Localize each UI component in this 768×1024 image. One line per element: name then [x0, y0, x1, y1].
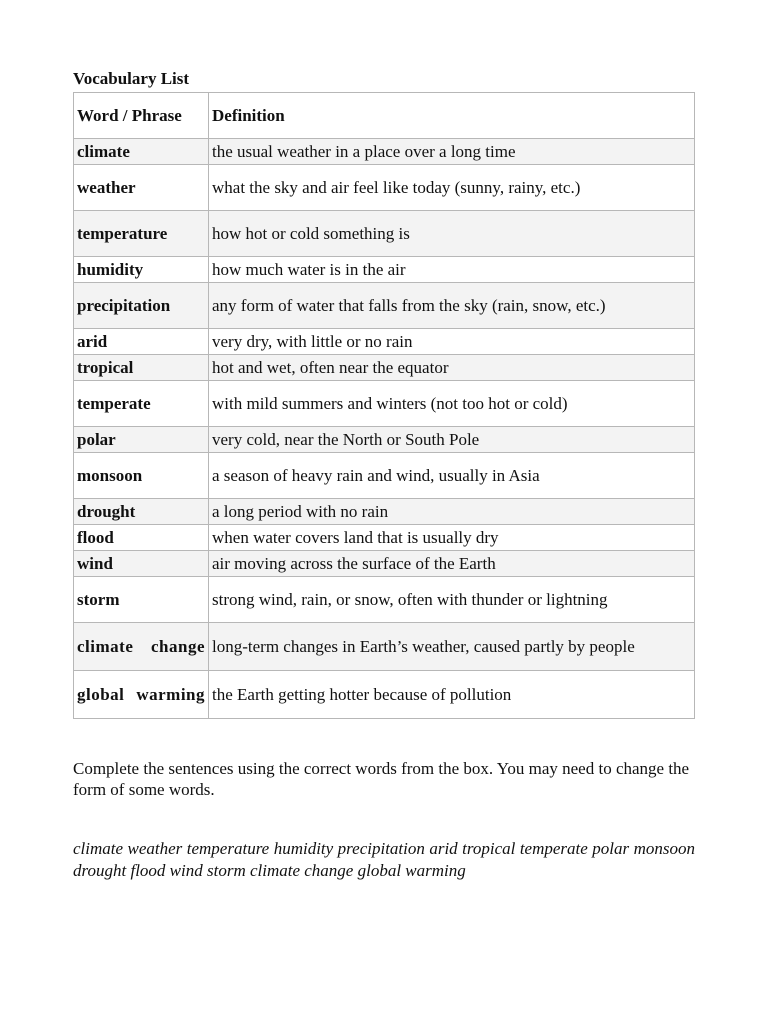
table-row — [74, 623, 695, 671]
word-bank-item: polar — [592, 839, 630, 858]
term-cell: storm — [74, 577, 209, 623]
definition-cell: what the sky and air feel like today (sunny, rainy, etc.) — [209, 165, 695, 211]
table-row — [74, 139, 695, 165]
table-row — [74, 551, 695, 577]
table-header-row — [74, 93, 695, 139]
definition-cell: air moving across the surface of the Earth — [209, 551, 695, 577]
term-cell: flood — [74, 525, 209, 551]
table-row — [74, 525, 695, 551]
instructions-text: Complete the sentences using the correct words from the box. You may need to change the form of some words. — [73, 759, 690, 799]
word-bank-item: arid — [429, 839, 458, 858]
word-bank-item: wind — [169, 861, 203, 880]
table-row — [74, 453, 695, 499]
definition-cell: long-term changes in Earth’s weather, caused partly by people — [209, 623, 695, 671]
term-cell: wind — [74, 551, 209, 577]
table-row — [74, 427, 695, 453]
word-bank-item: humidity — [273, 839, 334, 858]
definition-cell: a season of heavy rain and wind, usually in Asia — [209, 453, 695, 499]
table-row — [74, 577, 695, 623]
word-bank — [73, 838, 695, 882]
term-cell: humidity — [74, 257, 209, 283]
definition-cell: a long period with no rain — [209, 499, 695, 525]
definition-cell: how hot or cold something is — [209, 211, 695, 257]
definition-cell: when water covers land that is usually dry — [209, 525, 695, 551]
word-bank-item: storm — [206, 861, 246, 880]
table-row — [74, 257, 695, 283]
word-bank-item: temperate — [519, 839, 588, 858]
definition-cell: with mild summers and winters (not too hot or cold) — [209, 381, 695, 427]
term-cell: polar — [74, 427, 209, 453]
column-header-word: Word / Phrase — [74, 93, 209, 139]
word-bank-item: climate change — [249, 861, 354, 880]
word-bank-item: temperature — [186, 839, 270, 858]
table-row — [74, 165, 695, 211]
word-bank-item: monsoon — [633, 839, 695, 858]
definition-cell: the usual weather in a place over a long time — [209, 139, 695, 165]
word-bank-item: drought — [73, 861, 127, 880]
term-cell: monsoon — [74, 453, 209, 499]
word-bank-item: flood — [130, 861, 166, 880]
word-bank-item: tropical — [462, 839, 516, 858]
word-bank-item: weather — [127, 839, 183, 858]
table-row — [74, 381, 695, 427]
column-header-definition: Definition — [209, 93, 695, 139]
term-cell: weather — [74, 165, 209, 211]
definition-cell: the Earth getting hotter because of pollution — [209, 671, 695, 719]
term-cell: arid — [74, 329, 209, 355]
word-bank-item: precipitation — [337, 839, 425, 858]
table-row — [74, 329, 695, 355]
term-cell: temperature — [74, 211, 209, 257]
definition-cell: strong wind, rain, or snow, often with thunder or lightning — [209, 577, 695, 623]
definition-cell: any form of water that falls from the sky (rain, snow, etc.) — [209, 283, 695, 329]
table-row — [74, 283, 695, 329]
definition-cell: how much water is in the air — [209, 257, 695, 283]
term-cell: precipitation — [74, 283, 209, 329]
term-cell: global warming — [74, 671, 209, 719]
definition-cell: very cold, near the North or South Pole — [209, 427, 695, 453]
word-bank-item: global warming — [357, 861, 466, 880]
definition-cell: very dry, with little or no rain — [209, 329, 695, 355]
definition-cell: hot and wet, often near the equator — [209, 355, 695, 381]
word-bank-item: climate — [73, 839, 124, 858]
table-row — [74, 499, 695, 525]
term-cell: climate change — [74, 623, 209, 671]
table-row — [74, 211, 695, 257]
term-cell: drought — [74, 499, 209, 525]
term-cell: temperate — [74, 381, 209, 427]
page-title: Vocabulary List — [73, 69, 190, 88]
table-row — [74, 355, 695, 381]
table-row — [74, 671, 695, 719]
term-cell: climate — [74, 139, 209, 165]
vocabulary-section — [73, 68, 695, 719]
term-cell: tropical — [74, 355, 209, 381]
vocabulary-table — [73, 92, 695, 719]
